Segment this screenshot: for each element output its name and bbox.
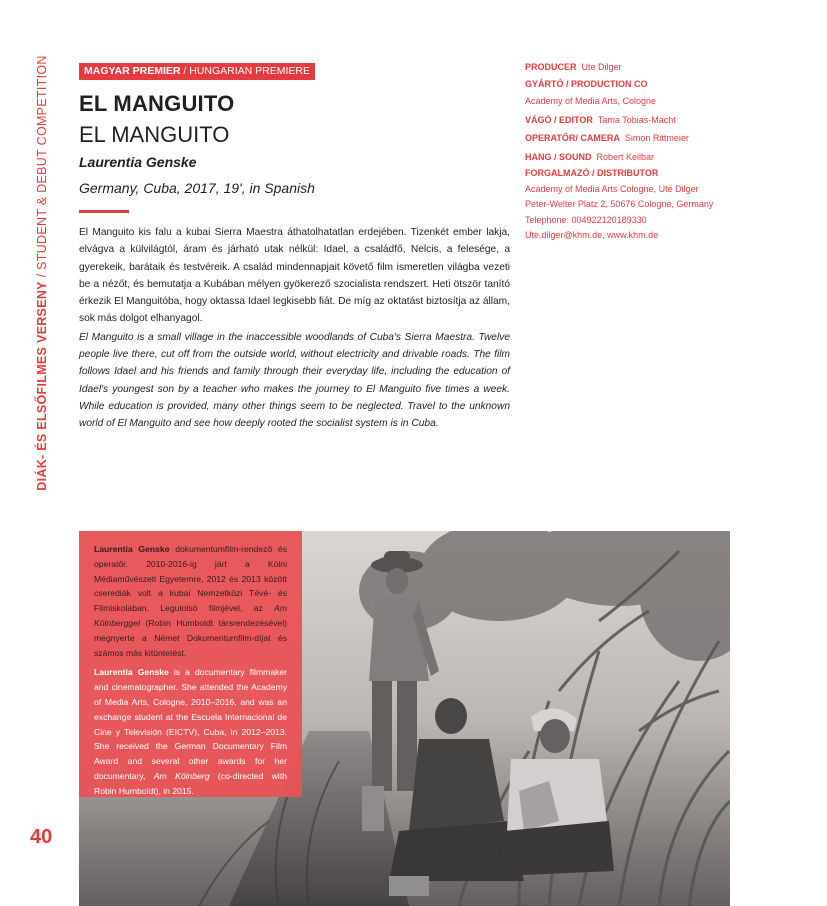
credit-label: OPERATŐR/ CAMERA [525, 133, 620, 143]
credit-editor [525, 111, 745, 130]
bio-english: Laurentia Genske is a documentary filmmaker and cinematographer. She attended the Academy of Media Arts, Cologne, 2010–2016, and was an exchange student at the Escuela Internacional de Cine y Televisión (EICTV), Cuba, in 2012–2013. She received the German Documentary Film Award and several other awards for her documentary, Am Kölnberg (co-directed with Robin Humboldt), in 2015. [94, 667, 287, 796]
credit-producer [525, 58, 745, 77]
director-bio-panel [79, 531, 302, 797]
distributor-line: Peter-Welter Platz 2, 50676 Cologne, Germany [525, 199, 714, 209]
credit-label: VÁGÓ / EDITOR [525, 114, 593, 125]
credit-label: HANG / SOUND [525, 151, 592, 162]
distributor-line: Academy of Media Arts Cologne, Ute Dilger [525, 183, 699, 194]
divider-rule [79, 210, 129, 213]
synopsis-hungarian: El Manguito kis falu a kubai Sierra Maestra áthatolhatatlan erdejében. Tizenkét ember lakja, elvágva a külvilágtól, áram és járható utak nélkül: Idael, a családfő, Nelcis, a felesége, a gyerekeik, barátaik és testvéreik. A család mindennapjait követő film ismeretlen világba vezeti be a nézőt, és bemutatja a Kubában mélyen gyökerező szocialista rendszert. Heti ötször tanító érkezik El Manguitóba, hogy oktassa Idael legkisebb fiát. De míg az oktatást biztosítja az állam, sok más dolgot elhanyagol. [79, 227, 510, 325]
synopsis [79, 224, 510, 433]
credit-production-label [525, 77, 745, 93]
bio-film-title: Am Kölnberggel [94, 603, 287, 628]
page-number: 40 [30, 826, 53, 848]
film-title-hungarian: EL MANGUITO [79, 91, 235, 116]
side-label-rest: / STUDENT & DEBUT COMPETITION [35, 55, 49, 282]
distributor-line: Ute.dilger@khm.de, www.khm.de [525, 230, 659, 240]
premiere-badge [79, 63, 315, 80]
bio-name: Laurentia Genske [94, 544, 170, 554]
synopsis-english: El Manguito is a small village in the inaccessible woodlands of Cuba's Sierra Maestra. Twelve people live there, cut off from the outside world, without electricity and drivable roads. The film follows Idael and his friends and family through their everyday life, including the education of Idael's youngest son by a teacher who makes the journey to El Manguito five times a week. While education is provided, many other things seem to be neglected. Travel to the unknown world of El Manguito and see how deeply rooted the socialist system is in Cuba. [79, 331, 510, 430]
credit-value: Simon Rittmeier [624, 133, 689, 143]
director-name: Laurentia Genske [79, 154, 197, 170]
credit-label: PRODUCER [525, 62, 577, 72]
distributor-line: Telephone: 004922120189330 [525, 214, 647, 225]
credit-production-value [525, 92, 745, 111]
bio-film-title: Am Kölnberg [153, 770, 210, 781]
credit-camera [525, 129, 745, 148]
credit-value: Tama Tobias-Macht [597, 114, 676, 125]
badge-bold: MAGYAR PREMIER [84, 65, 181, 77]
badge-rest: / HUNGARIAN PREMIERE [180, 65, 310, 77]
credits-list [525, 58, 745, 244]
bio-hungarian: Laurentia Genske dokumentumfilm-rendező és operatőr. 2010-2016-ig járt a Kölni Médiaművészeti Egyetemre, 2012 és 2013 között cserediák volt a kubai Nemzetközi Tévé- és Filmiskolában. Legutolsó filmjével, az Am Kölnberggel (Robin Humboldt társrendezésével) megnyerte a Német Dokumentumfilm-díjat és számos más kitüntetést. [94, 544, 288, 658]
bio-name: Laurentia Genske [94, 667, 169, 678]
credit-label: FORGALMAZÓ / DISTRIBUTOR [525, 168, 659, 178]
credit-value: Academy of Media Arts, Cologne [525, 96, 657, 106]
credit-distributor-label [525, 166, 745, 182]
credit-value: Robert Keilbar [596, 151, 655, 162]
credit-sound [525, 148, 745, 167]
credit-label: GYÁRTÓ / PRODUCTION CO [525, 78, 648, 89]
credit-value: Ute Dilger [581, 62, 622, 72]
side-label-bold: DIÁK- ÉS ELSŐFILMES VERSENY [35, 281, 49, 491]
film-title-english: EL MANGUITO [79, 122, 230, 147]
film-info-line: Germany, Cuba, 2017, 19', in Spanish [79, 180, 315, 196]
